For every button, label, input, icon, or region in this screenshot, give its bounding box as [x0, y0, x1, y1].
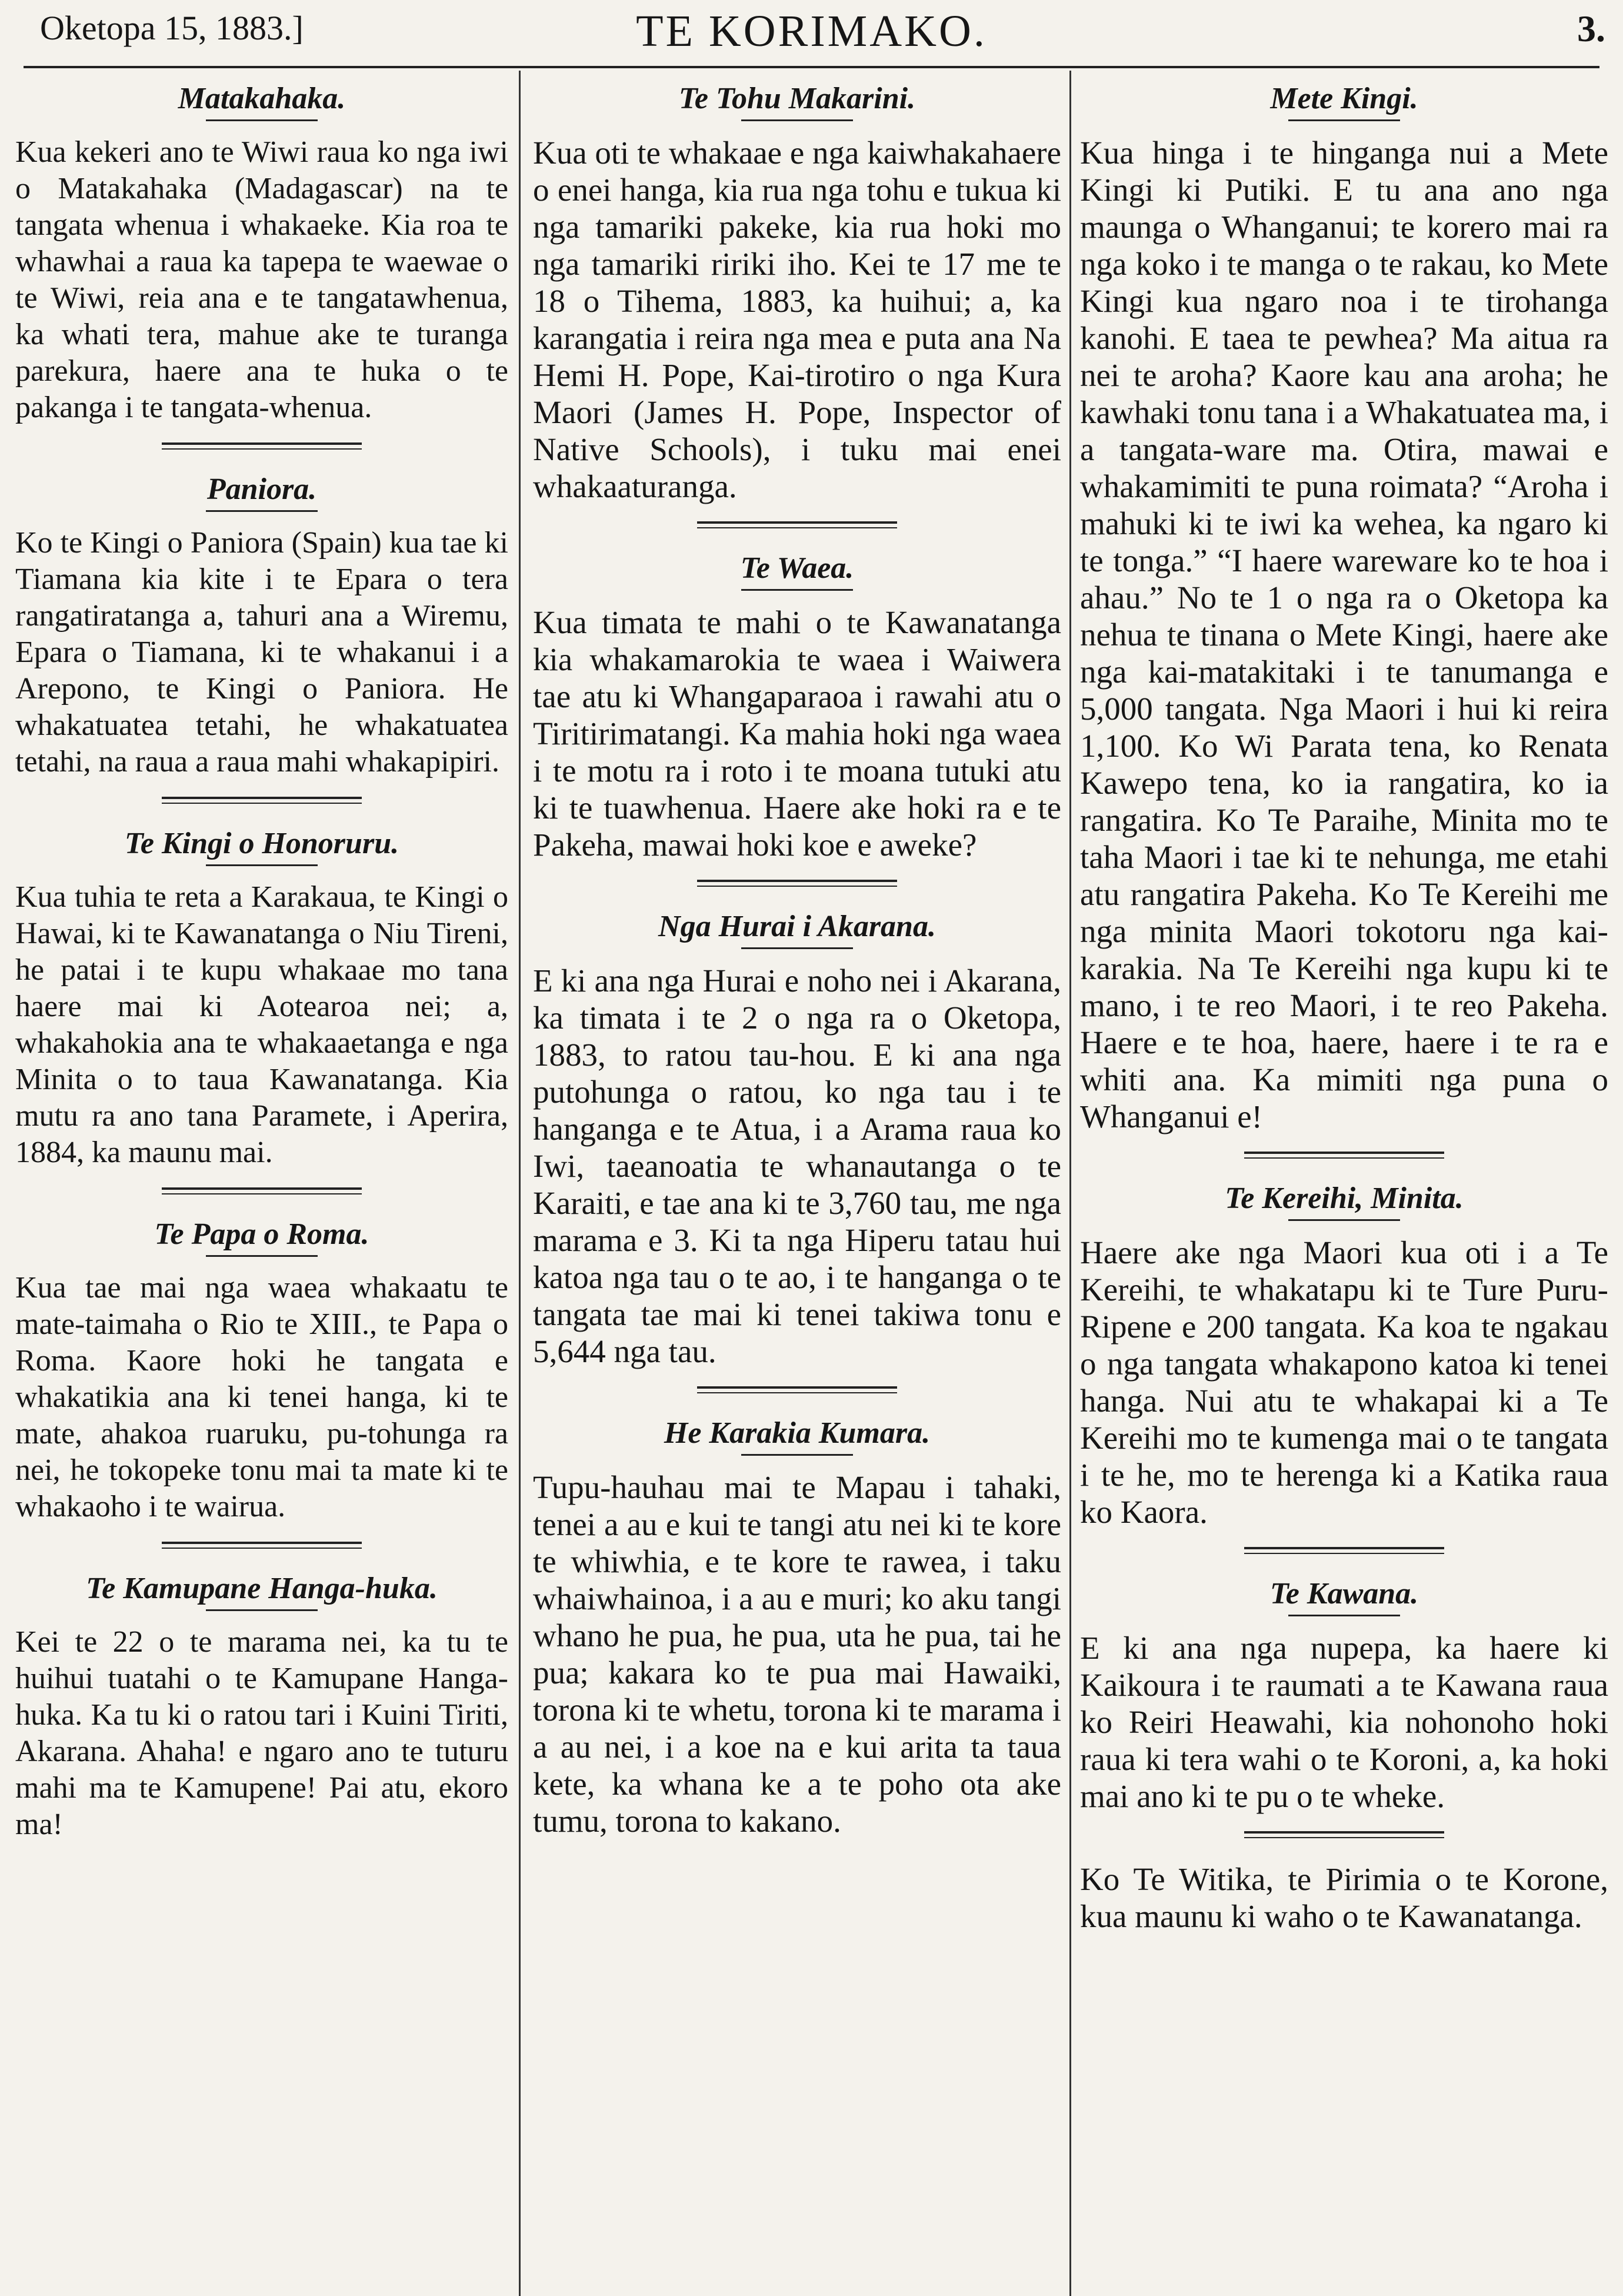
newspaper-title: TE KORIMAKO.	[636, 6, 987, 56]
heading-rule	[741, 119, 853, 121]
article	[529, 81, 1065, 505]
article	[12, 1571, 512, 1843]
article-body: Ko Te Witika, te Pirimia o te Korone, kua maunu ki waho o te Kawanatanga.	[1080, 1861, 1608, 1934]
article	[529, 1416, 1065, 1839]
article-separator	[162, 442, 362, 450]
article-body: E ki ana nga nupepa, ka haere ki Kaikoura i te raumati a te Kawana raua ko Reiri Heawahi, kia nohonoho hoki raua ki tera wahi o te Koroni, a, ka hoki mai ano ki te pu o te wheke.	[1080, 1630, 1608, 1814]
article-heading: Te Tohu Makarini.	[678, 82, 916, 115]
article-heading: Te Kawana.	[1269, 1577, 1419, 1610]
heading-rule	[741, 947, 853, 949]
article-body: Kua kekeri ano te Wiwi raua ko nga iwi o Matakahaka (Madagascar) na te tangata whenua i whakaeke. Kia roa te whawhai a raua ka tapepa te waewae o te Wiwi, reia ana e te tangatawhenua, ka whati tera, mahue ake te turanga parekura, haere ana te huka o te pakanga i te tangata-whenua.	[15, 135, 508, 424]
article-separator	[162, 1187, 362, 1194]
heading-rule	[206, 864, 318, 866]
masthead	[12, 0, 1611, 71]
article-body: E ki ana nga Hurai e noho nei i Akarana, ka timata i te 2 o nga ra o Oketopa, 1883, to ratou tau-hou. E ki ana nga putohunga o ratou, ko nga tau i te hanganga e te Atua, i a Arama raua ko Iwi, taeanoatia te whanautanga o te Karaiti, e tae ana ki te 3,760 tau, me nga marama e 3. Ki ta nga Hiperu tatau hui katoa nga tau o te ao, i te hanganga o te tangata tae mai ki tenei takiwa tonu e 5,644 nga tau.	[533, 963, 1061, 1369]
article	[1077, 81, 1612, 1135]
heading-rule	[1288, 119, 1400, 121]
article-separator	[1244, 1152, 1444, 1159]
article	[529, 551, 1065, 863]
article-heading: Mete Kingi.	[1270, 82, 1418, 115]
article-separator	[697, 880, 897, 887]
article-body: Kua tae mai nga waea whakaatu te mate-taimaha o Rio te XIII., te Papa o Roma. Kaore hoki he tangata e whakatikia ana ki tenei hanga, ki te mate, ahakoa ruaruku, pu-tohunga ra nei, he tokopeke tonu mai ta mate ki te whakaoho i te wairua.	[15, 1271, 508, 1523]
heading-rule	[741, 589, 853, 591]
article-separator	[162, 797, 362, 804]
column-2	[529, 74, 1065, 2296]
article-separator	[697, 1386, 897, 1393]
column-divider	[519, 71, 521, 2296]
issue-date: Oketopa 15, 1883.]	[40, 9, 304, 47]
article-heading: Te Waea.	[740, 551, 854, 585]
column-3	[1077, 74, 1612, 2296]
article-heading: Nga Hurai i Akarana.	[658, 910, 936, 943]
article-body: Kua timata te mahi o te Kawanatanga kia whakamarokia te waea i Waiwera tae atu ki Whangaparaoa i rawahi atu o Tiritirimatangi. Ka mahia hoki nga waea i te motu ra i roto i te moana tutuki atu ki te tuawhenua. Haere ake hoki ra e te Pakeha, mawai hoki koe e aweke?	[533, 604, 1061, 863]
article-heading: Te Kamupane Hanga-huka.	[86, 1572, 438, 1605]
article-separator	[162, 1542, 362, 1549]
article-heading: Paniora.	[206, 472, 317, 506]
heading-rule	[206, 510, 318, 512]
article-body: Haere ake nga Maori kua oti i a Te Kereihi, te whakatapu ki te Ture Puru-Ripene e 200 tangata. Ka koa te ngakau o nga tangata whakapono katoa ki tenei hanga. Nui atu te whakapai ki a Te Kereihi mo te kumenga mai o te tangata i te he, mo te herenga ki a Katika raua ko Kaora.	[1080, 1234, 1608, 1530]
article-body: Tupu-hauhau mai te Mapau i tahaki, tenei a au e kui te tangi atu nei ki te kore te whiwhia, e te kore te rawea, i taku whaiwhainoa, i a au e muri; ko aku tangi whano he pua, he pua, uta he pua, tai he pua; kakara ko te pua mai Hawaiki, torona ki te whetu, torona ki te marama i a au nei, i a koe na e kui arita ta taua kete, ka whana ke a te poho ota ake tumu, torona to kakano.	[533, 1469, 1061, 1839]
article	[529, 909, 1065, 1370]
article	[12, 472, 512, 780]
heading-rule	[1288, 1615, 1400, 1616]
article	[1077, 1861, 1612, 1935]
article-body: Kua tuhia te reta a Karakaua, te Kingi o Hawai, ki te Kawanatanga o Niu Tireni, he patai i te kupu whakaae mo tana haere mai ki Aotearoa nei; a, whakahokia ana te whakaaetanga e nga Minita o to taua Kawanatanga. Kia mutu ra ano tana Paramete, i Aperira, 1884, ka maunu mai.	[15, 880, 508, 1169]
article	[12, 826, 512, 1171]
article-heading: Te Kereihi, Minita.	[1225, 1182, 1464, 1215]
column-1	[12, 74, 512, 2296]
article-body: Kua oti te whakaae e nga kaiwhakahaere o enei hanga, kia rua nga tohu e tukua ki nga tamariki pakeke, kia rua hoki mo nga tamariki ririki iho. Kei te 17 me te 18 o Tihema, 1883, ka huihui; a, ka karangatia i reira nga mea e puta ana Na Hemi H. Pope, Kai-tirotiro o nga Kura Maori (James H. Pope, Inspector of Native Schools), i tuku mai enei whakaaturanga.	[533, 135, 1061, 504]
article-heading: Te Papa o Roma.	[154, 1217, 369, 1251]
heading-rule	[1288, 1219, 1400, 1221]
article-heading: Matakahaka.	[178, 82, 346, 115]
article-separator	[697, 521, 897, 528]
article	[1077, 1181, 1612, 1530]
article-separator	[1244, 1831, 1444, 1838]
article-body: Ko te Kingi o Paniora (Spain) kua tae ki Tiamana kia kite i te Epara o tera rangatiratanga a, tahuri ana a Wiremu, Epara o Tiamana, ki te whakanui i a Arepono, te Kingi o Paniora. He whakatuatea tetahi, he whakatuatea tetahi, na raua a raua mahi whakapipiri.	[15, 526, 508, 778]
heading-rule	[206, 1255, 318, 1257]
masthead-rule	[24, 66, 1599, 68]
article	[12, 1217, 512, 1525]
column-divider	[1069, 71, 1071, 2296]
article-heading: He Karakia Kumara.	[664, 1416, 931, 1450]
heading-rule	[206, 1609, 318, 1611]
article-body: Kei te 22 o te marama nei, ka tu te huihui tuatahi o te Kamupane Hanga-huka. Ka tu ki o ratou tari i Kuini Tiriti, Akarana. Ahaha! e ngaro ano te tuturu mahi ma te Kamupene! Pai atu, ekoro ma!	[15, 1625, 508, 1841]
article-heading: Te Kingi o Honoruru.	[124, 827, 399, 860]
article-separator	[1244, 1547, 1444, 1554]
article	[1077, 1576, 1612, 1815]
page-number: 3.	[1577, 8, 1605, 49]
article-body: Kua hinga i te hinganga nui a Mete Kingi ki Putiki. E tu ana ano nga maunga o Whanganui; te korero mai ra nga koko i te manga o te rakau, ko Mete Kingi kua ngaro noa i te tirohanga kanohi. E taea te pewhea? Ma aitua ra nei te aroha? Kaore kau ana aroha; he kawhaki tonu tana i a Whakatuatea ma, i a tangata-ware ma. Otira, mawai e whakamimiti te puna roimata? “Aroha i mahuki ki te iwi ka wehea, ka ngaro ki te tonga.” “I haere wareware ko te hoa i ahau.” No te 1 o nga ra o Oketopa ka nehua te tinana o Mete Kingi, haere ake nga kai-matakitaki i te tanumanga e 5,000 tangata. Nga Maori i hui ki reira 1,100. Ko Wi Parata tena, ko Renata Kawepo tena, ko ia rangatira, ko ia rangatira. Ko Te Paraihe, Minita mo te taha Maori i tae ki te nehunga, me etahi atu rangatira Pakeha. Ko Te Kereihi me nga minita Maori tokotoru nga kai-karakia. Na Te Kereihi nga kupu ki te mano, i te reo Maori, i te reo Pakeha. Haere e te hoa, haere, haere i te ra e whiti ana. Ka mimiti nga puna o Whanganui e!	[1080, 135, 1608, 1134]
heading-rule	[206, 119, 318, 121]
heading-rule	[741, 1454, 853, 1456]
article	[12, 81, 512, 426]
